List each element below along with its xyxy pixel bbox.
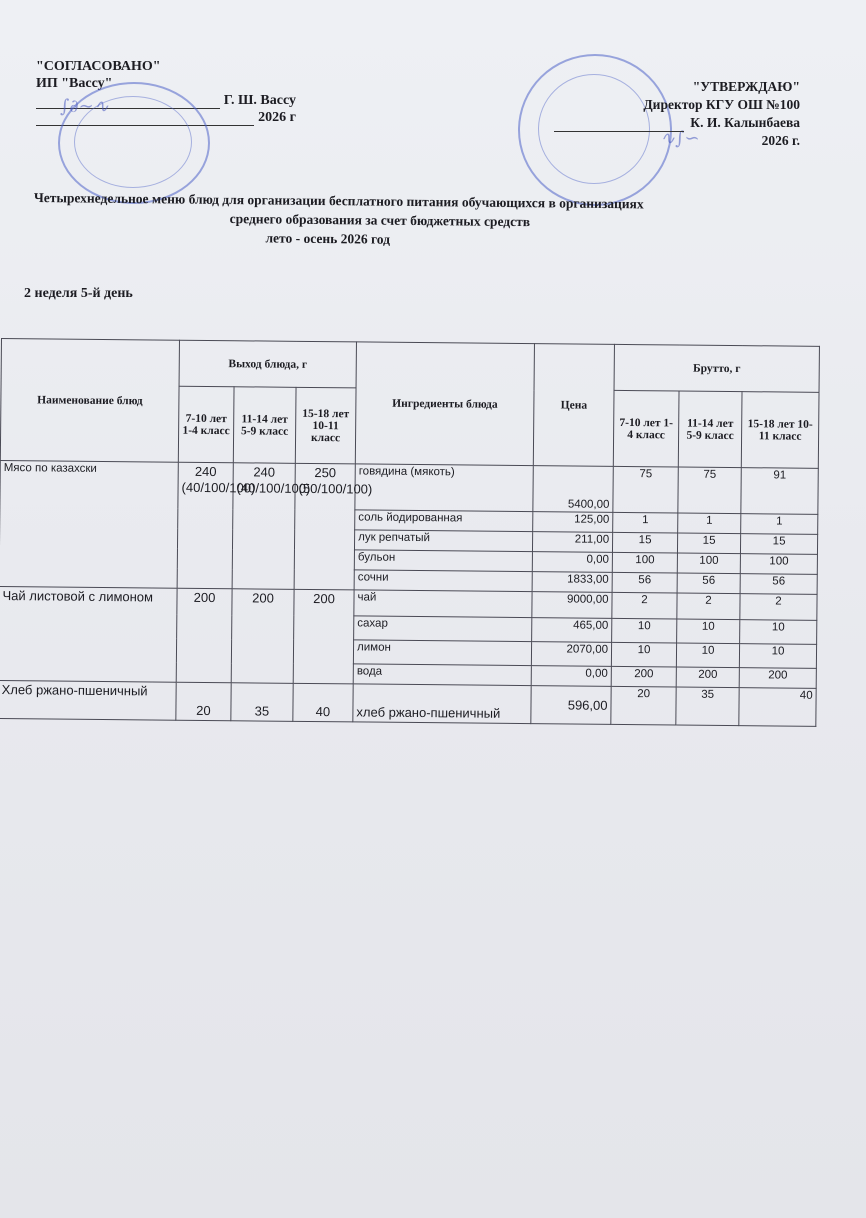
left-signature: ∫∂∼∿ [60,96,109,117]
ingredient-price: 5400,00 [533,466,613,513]
gross-age1: 2 [612,592,677,619]
ingredient-name: бульон [354,550,532,572]
ingredient-price: 1833,00 [532,572,612,593]
table-row [0,680,816,726]
ingredient-price: 9000,00 [532,592,612,619]
ingredient-name: лук репчатый [355,530,533,552]
gross-age1: 56 [612,572,677,593]
gross-age1: 1 [613,512,678,533]
agreed-label: "СОГЛАСОВАНО" [36,59,161,74]
agreed-signer: Г. Ш. Вассу [223,93,296,108]
gross-age2: 200 [676,667,739,688]
dish-output-age3: 40 [293,683,353,722]
gross-age3: 56 [740,574,817,595]
gross-age1: 100 [612,552,677,573]
dish-output-age1: 240 (40/100/100) [177,462,233,589]
approve-block [500,78,800,150]
approve-year: 2026 г. [761,133,800,148]
gross-age3: 10 [740,620,817,645]
ingredient-price: 125,00 [533,512,613,533]
agreed-year: 2026 г [258,110,296,125]
ingredient-name: лимон [353,640,531,666]
right-signature: ∿∫∽ [660,128,700,149]
title-line-3: лето - осень 2026 год [265,230,391,247]
table-row [0,460,818,514]
approve-signature-line [500,114,800,132]
ingredient-price: 0,00 [531,666,611,687]
gross-age2: 75 [678,467,741,514]
header-output-age3: 15-18 лет 10-11 класс [295,387,356,464]
gross-age3: 91 [741,468,818,515]
day-label: 2 неделя 5-й день [24,286,133,301]
gross-age3: 200 [739,668,816,689]
gross-age1: 10 [612,618,677,643]
dish-name: Хлеб ржано-пшеничный [0,680,176,720]
gross-age2: 2 [677,593,740,620]
gross-age2: 100 [677,553,740,574]
dish-output-age1: 200 [176,588,232,683]
header-gross: Брутто, г [614,344,819,392]
ingredient-price: 596,00 [531,686,611,725]
gross-age3: 15 [740,534,817,555]
gross-age1: 15 [613,532,678,553]
ingredient-name: говядина (мякоть) [355,464,533,512]
ingredient-price: 2070,00 [531,642,611,667]
dish-output-age3: 200 [293,589,354,684]
title-line-2: среднего образования за счет бюджетных средств [229,211,531,230]
ingredient-name: сочни [354,570,532,592]
title-line-1: Четырехнедельное меню блюд для организации бесплатного питания обучающихся в организациях [33,189,644,212]
dish-name: Мясо по казахски [0,460,178,588]
ingredient-name: хлеб ржано-пшеничный [353,684,531,724]
gross-age2: 1 [678,513,741,534]
gross-age1: 200 [611,666,676,687]
header-output-age1: 7-10 лет 1-4 класс [178,386,234,463]
ingredient-name: чай [354,590,532,618]
header-gross-age3: 15-18 лет 10-11 класс [741,392,819,469]
gross-age3: 40 [739,688,816,727]
ingredient-price: 465,00 [532,618,612,643]
gross-age3: 2 [740,594,817,621]
header-dish: Наименование блюд [0,339,179,463]
gross-age2: 35 [676,687,739,726]
ingredient-price: 0,00 [532,552,612,573]
gross-age2: 10 [677,619,740,644]
ingredient-name: вода [353,664,531,686]
ingredient-price: 211,00 [533,532,613,553]
ingredient-name: соль йодированная [355,510,533,532]
gross-age2: 56 [677,573,740,594]
approve-label: "УТВЕРЖДАЮ" [692,79,800,94]
document-title [33,188,804,253]
menu-table [0,338,820,727]
header-output: Выход блюда, г [179,340,356,388]
gross-age1: 75 [613,466,678,513]
approve-signer: К. И. Калынбаева [690,115,800,130]
agreed-org: ИП "Вассу" [36,76,113,91]
signature-blank [554,117,684,132]
ingredient-name: сахар [354,616,532,642]
header-price: Цена [533,344,614,467]
dish-output-age2: 35 [231,683,293,722]
dish-output-age2: 240 (40/100/100) [232,463,295,590]
gross-age1: 20 [611,686,676,725]
header-gross-age2: 11-14 лет 5-9 класс [678,391,742,468]
dish-output-age2: 200 [231,589,294,684]
gross-age3: 100 [740,554,817,575]
gross-age1: 10 [611,642,676,667]
dish-output-age1: 20 [176,682,231,721]
dish-output-age3: 250 (50/100/100) [294,463,355,590]
header-output-age2: 11-14 лет 5-9 класс [233,387,296,464]
dish-name: Чай листовой с лимоном [0,586,177,682]
gross-age3: 1 [741,514,818,535]
header-gross-age1: 7-10 лет 1-4 класс [613,390,679,467]
gross-age2: 15 [677,533,740,554]
gross-age2: 10 [676,643,739,668]
header-ingredients: Ингредиенты блюда [355,342,534,466]
approve-position: Директор КГУ ОШ №100 [643,97,800,112]
gross-age3: 10 [739,644,816,669]
